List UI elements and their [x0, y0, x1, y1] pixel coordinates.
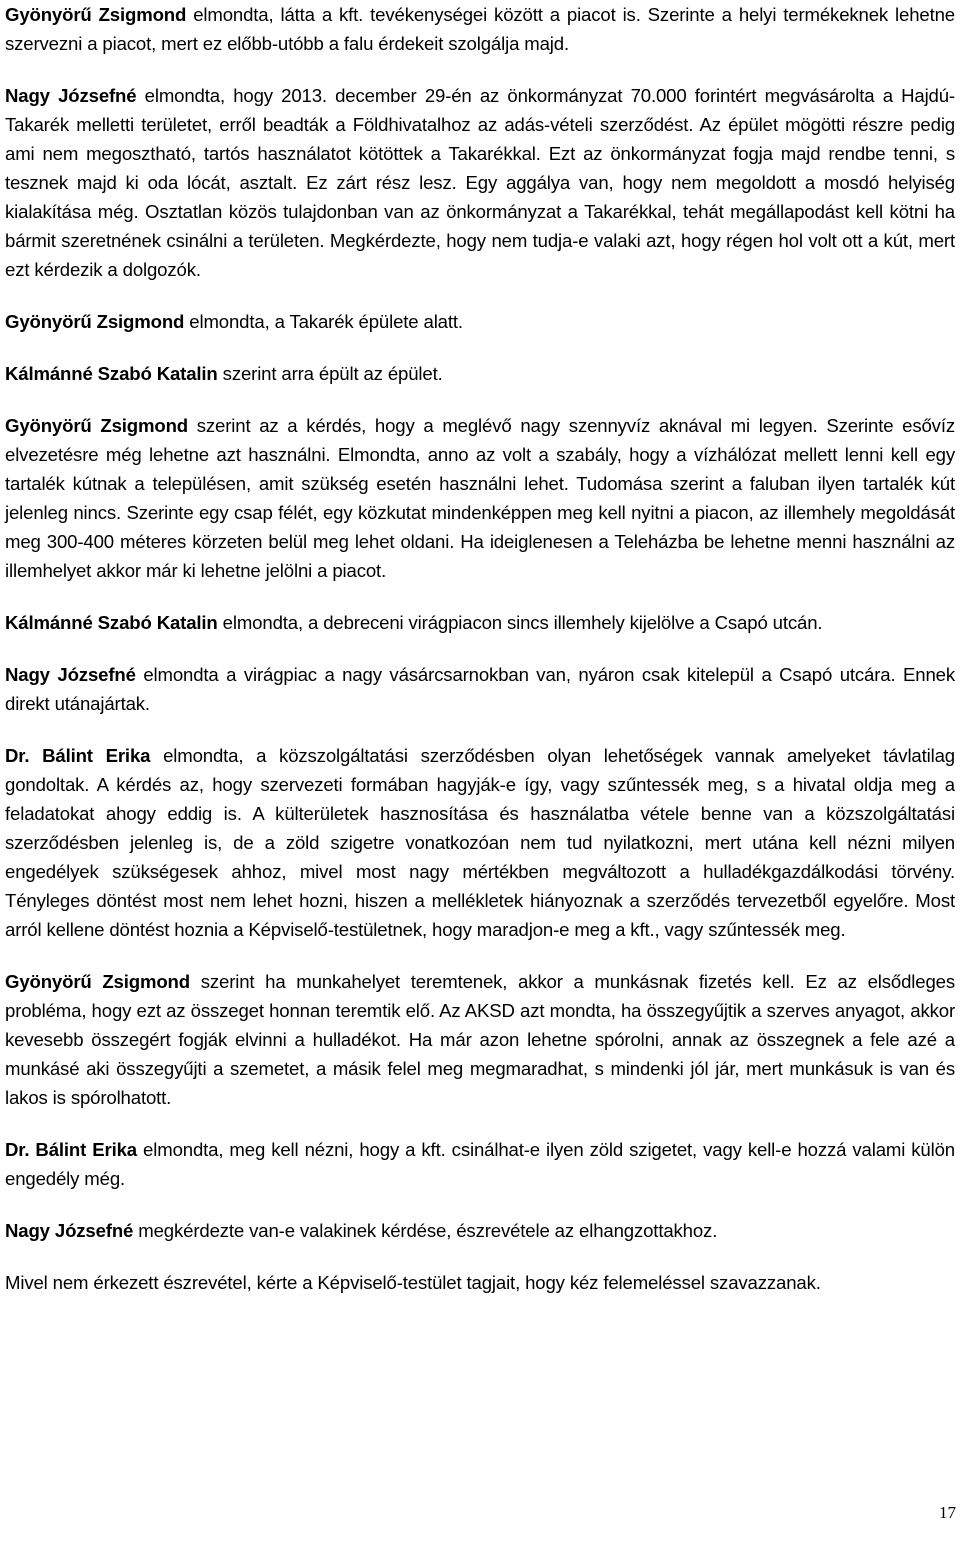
paragraph	[5, 307, 955, 336]
paragraph-text: elmondta, látta a kft. tevékenységei között a piacot is. Szerinte a helyi termékeknek lehetne szervezni a piacot, mert ez előbb-utóbb a falu érdekeit szolgálja majd.	[5, 4, 955, 54]
paragraph	[5, 1135, 955, 1193]
speaker-name: Nagy Józsefné	[5, 1220, 134, 1241]
speaker-name: Gyönyörű Zsigmond	[5, 4, 187, 25]
paragraph	[5, 0, 955, 58]
speaker-name: Gyönyörű Zsigmond	[5, 415, 188, 436]
document-body	[5, 0, 955, 1320]
paragraph-text: elmondta, a közszolgáltatási szerződésben olyan lehetőségek vannak amelyeket távlatilag gondoltak. A kérdés az, hogy szervezeti formában hagyják-e így, vagy szűntessék meg, s a hivatal oldja meg a feladatokat ahogy eddig is. A külterületek hasznosítása és használatba vétele benne van a közszolgáltatási szerződésben jelenleg is, de a zöld szigetre vonatkozóan nem tud nyilatkozni, mert utána kell nézni milyen engedélyek szükségesek ahhoz, mivel most nagy mértékben megváltozott a hulladékgazdálkodási törvény. Tényleges döntést most nem lehet hozni, hiszen a mellékletek hiányoznak a szerződés tervezetből egyelőre. Most arról kellene döntést hoznia a Képviselő-testületnek, hogy maradjon-e meg a kft., vagy szűntessék meg.	[5, 745, 955, 940]
paragraph	[5, 411, 955, 585]
paragraph	[5, 1216, 955, 1245]
page-number: 17	[939, 1503, 956, 1522]
paragraph-text: megkérdezte van-e valakinek kérdése, észrevétele az elhangzottakhoz.	[133, 1220, 718, 1241]
paragraph	[5, 359, 955, 388]
paragraph	[5, 608, 955, 637]
speaker-name: Nagy Józsefné	[5, 664, 136, 685]
paragraph	[5, 967, 955, 1112]
paragraph	[5, 741, 955, 944]
paragraph-text: szerint az a kérdés, hogy a meglévő nagy szennyvíz aknával mi legyen. Szerinte esővíz elvezetésre még lehetne azt használni. Elmondta, anno az volt a szabály, hogy a vízhálózat mellett lenni kell egy tartalék kútnak a településen, amit szükség esetén használni lehet. Tudomása szerint a faluban ilyen tartalék kút jelenleg nincs. Szerinte egy csap félét, egy közkutat mindenképpen meg kell nyitni a piacon, az illemhely megoldását meg 300-400 méteres körzeten belül meg lehet oldani. Ha ideiglenesen a Teleházba be lehetne menni használni az illemhelyet akkor már ki lehetne jelölni a piacot.	[5, 415, 955, 581]
speaker-name: Gyönyörű Zsigmond	[5, 311, 185, 332]
paragraph-text: elmondta, a Takarék épülete alatt.	[184, 311, 463, 332]
paragraph-text: szerint arra épült az épület.	[217, 363, 443, 384]
speaker-name: Dr. Bálint Erika	[5, 1139, 137, 1160]
speaker-name: Nagy Józsefné	[5, 85, 137, 106]
paragraph-text: szerint ha munkahelyet teremtenek, akkor a munkásnak fizetés kell. Ez az elsődleges probléma, hogy ezt az összeget honnan teremtik elő. Az AKSD azt mondta, ha összegyűjtik a szerves anyagot, akkor kevesebb összegért fogják elvinni a hulladékot. Ha már azon lehetne spórolni, annak az összegnek a fele azé a munkásé aki összegyűjti a szemetet, a másik felel meg megmaradhat, s mindenki jól jár, mert munkásuk is van és lakos is spórolhatott.	[5, 971, 955, 1108]
paragraph-text: elmondta, meg kell nézni, hogy a kft. csinálhat-e ilyen zöld szigetet, vagy kell-e hozzá valami külön engedély még.	[5, 1139, 955, 1189]
paragraph-text: elmondta a virágpiac a nagy vásárcsarnokban van, nyáron csak kitelepül a Csapó utcára. Ennek direkt utánajártak.	[5, 664, 955, 714]
speaker-name: Kálmánné Szabó Katalin	[5, 363, 218, 384]
speaker-name: Gyönyörű Zsigmond	[5, 971, 190, 992]
paragraph-text: elmondta, hogy 2013. december 29-én az önkormányzat 70.000 forintért megvásárolta a Hajdú-Takarék melletti területet, erről beadták a Földhivatalhoz az adás-vételi szerződést. Az épület mögötti részre pedig ami nem megosztható, tartós használatot kötöttek a Takarékkal. Ezt az önkormányzat fogja majd rendbe tenni, s tesznek majd ki oda lócát, asztalt. Ez zárt rész lesz. Egy aggálya van, hogy nem megoldott a mosdó helyiség kialakítása még. Osztatlan közös tulajdonban van az önkormányzat a Takarékkal, tehát megállapodást kell kötni ha bármit szeretnének csinálni a területen. Megkérdezte, hogy nem tudja-e valaki azt, hogy régen hol volt ott a kút, mert ezt kérdezik a dolgozók.	[5, 85, 955, 280]
paragraph-text: elmondta, a debreceni virágpiacon sincs illemhely kijelölve a Csapó utcán.	[217, 612, 823, 633]
paragraph	[5, 660, 955, 718]
paragraph	[5, 1268, 955, 1297]
speaker-name: Kálmánné Szabó Katalin	[5, 612, 218, 633]
speaker-name: Dr. Bálint Erika	[5, 745, 151, 766]
paragraph-text: Mivel nem érkezett észrevétel, kérte a Képviselő-testület tagjait, hogy kéz felemeléssel szavazzanak.	[5, 1272, 821, 1293]
paragraph	[5, 81, 955, 284]
